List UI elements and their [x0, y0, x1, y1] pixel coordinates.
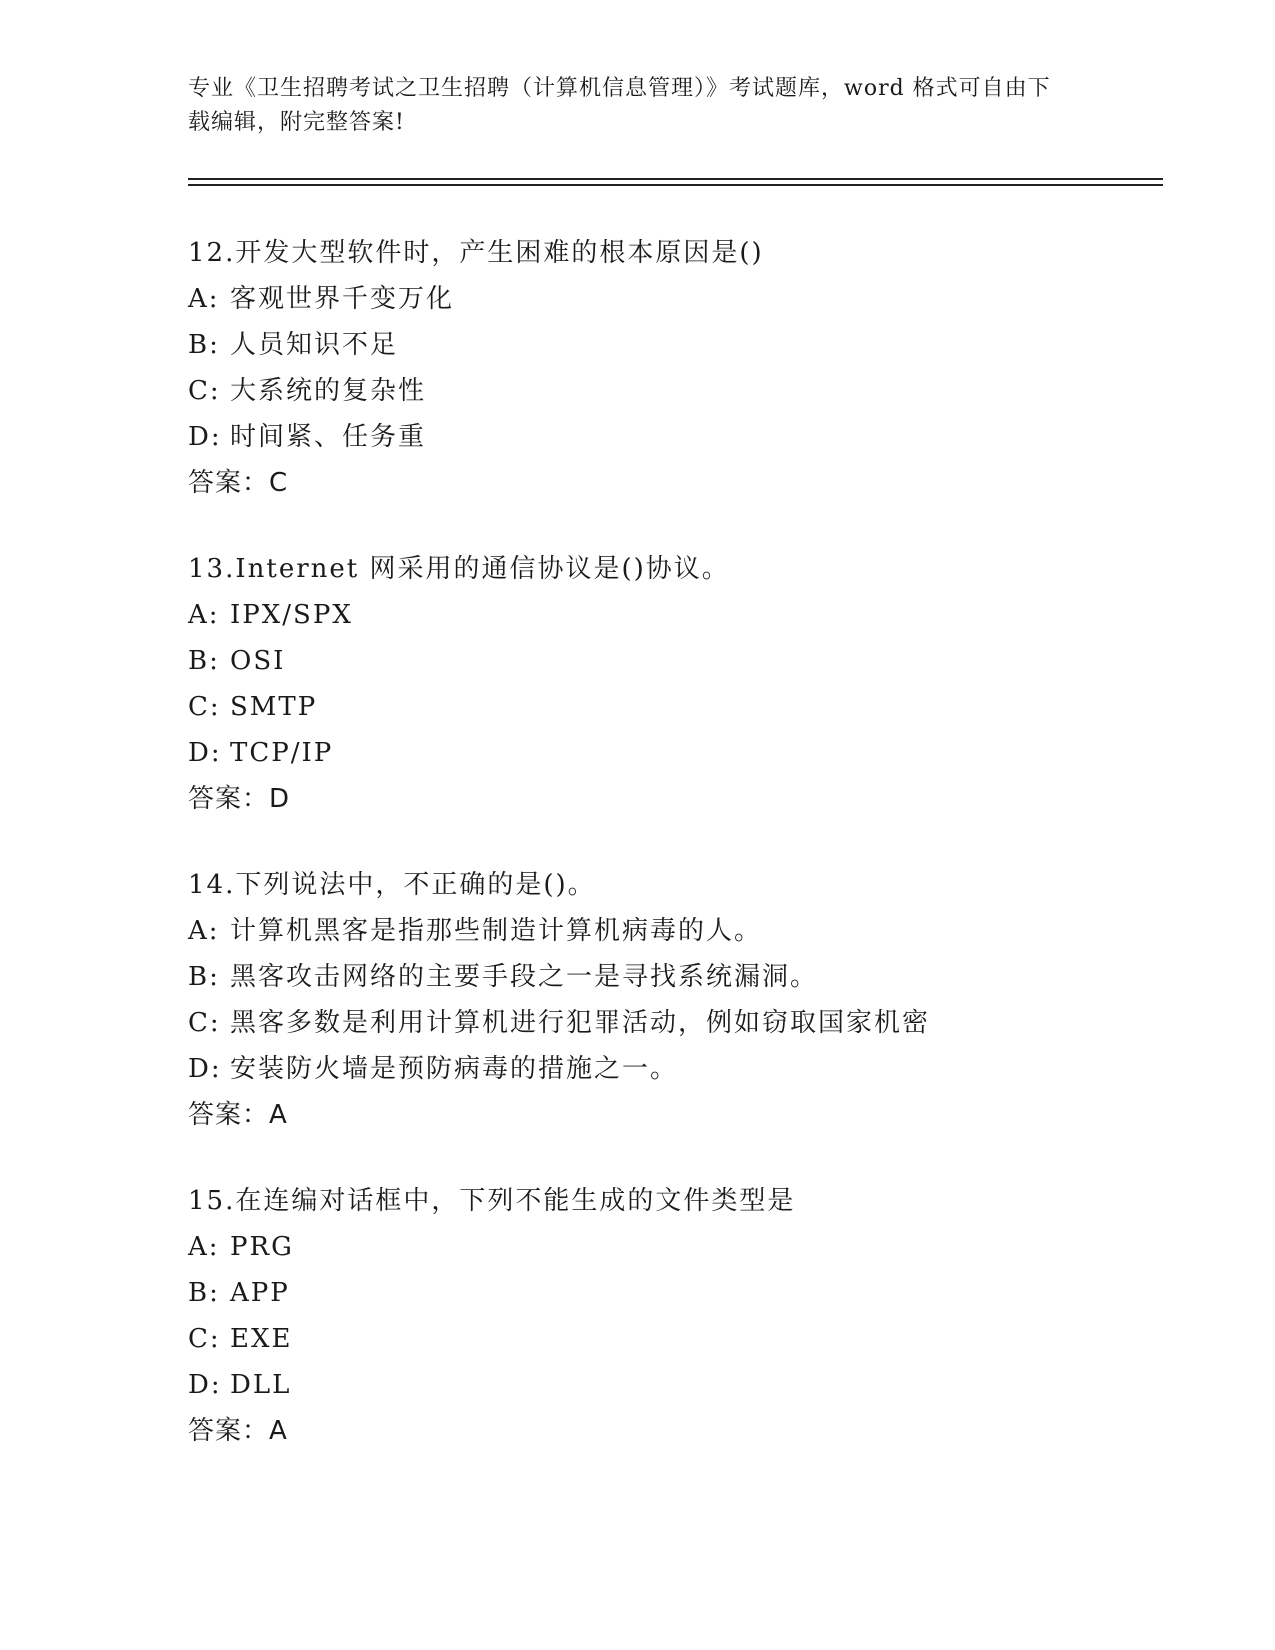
- option-letter: B:: [188, 646, 220, 676]
- option-b: [188, 954, 1188, 1000]
- option-d: [188, 1362, 1188, 1408]
- option-text: 计算机黑客是指那些制造计算机病毒的人。: [230, 916, 763, 946]
- option-letter: D:: [188, 738, 222, 768]
- option-b: [188, 638, 1188, 684]
- option-c: [188, 1316, 1188, 1362]
- option-a: [188, 1224, 1188, 1270]
- option-a: [188, 908, 1188, 954]
- option-letter: A:: [188, 600, 220, 630]
- question-title: 15.在连编对话框中，下列不能生成的文件类型是: [188, 1186, 796, 1216]
- option-letter: B:: [188, 1278, 220, 1308]
- option-text: EXE: [230, 1324, 293, 1354]
- answer-label: 答案：C: [188, 468, 289, 498]
- option-c: [188, 368, 1188, 414]
- option-text: 大系统的复杂性: [230, 376, 427, 406]
- answer-label: 答案：A: [188, 1416, 288, 1446]
- option-letter: C:: [188, 692, 221, 722]
- option-c: [188, 684, 1188, 730]
- header-divider-bottom: [188, 184, 1163, 186]
- option-text: DLL: [230, 1370, 292, 1400]
- question-title: 13.Internet 网采用的通信协议是()协议。: [188, 554, 730, 584]
- option-letter: D:: [188, 1370, 222, 1400]
- option-letter: D:: [188, 1054, 222, 1084]
- option-a: [188, 276, 1188, 322]
- document-header: 专业《卫生招聘考试之卫生招聘（计算机信息管理）》考试题库，word 格式可自由下载编辑，附完整答案!: [188, 76, 1051, 135]
- option-a: [188, 592, 1188, 638]
- question-15: [188, 1178, 1188, 1454]
- question-13: [188, 546, 1188, 822]
- option-letter: C:: [188, 1324, 221, 1354]
- option-text: 时间紧、任务重: [230, 422, 427, 452]
- question-title: 12.开发大型软件时，产生困难的根本原因是(): [188, 238, 764, 268]
- option-text: 人员知识不足: [230, 330, 399, 360]
- option-d: [188, 414, 1188, 460]
- option-letter: B:: [188, 962, 220, 992]
- option-letter: A:: [188, 916, 220, 946]
- option-letter: A:: [188, 1232, 220, 1262]
- option-text: PRG: [230, 1232, 294, 1262]
- question-14: [188, 862, 1188, 1138]
- option-letter: D:: [188, 422, 222, 452]
- option-text: TCP/IP: [230, 738, 334, 768]
- option-text: 安装防火墙是预防病毒的措施之一。: [230, 1054, 679, 1084]
- header-divider-top: [188, 178, 1163, 180]
- option-text: 黑客攻击网络的主要手段之一是寻找系统漏洞。: [230, 962, 819, 992]
- answer-label: 答案：D: [188, 784, 291, 814]
- option-letter: A:: [188, 284, 220, 314]
- option-b: [188, 322, 1188, 368]
- question-title: 14.下列说法中，不正确的是()。: [188, 870, 596, 900]
- question-12: [188, 230, 1188, 506]
- option-d: [188, 730, 1188, 776]
- option-d: [188, 1046, 1188, 1092]
- option-text: IPX/SPX: [230, 600, 353, 630]
- option-c: [188, 1000, 1188, 1046]
- option-letter: B:: [188, 330, 220, 360]
- option-text: APP: [230, 1278, 290, 1308]
- option-text: 黑客多数是利用计算机进行犯罪活动，例如窃取国家机密: [230, 1008, 931, 1038]
- option-text: 客观世界千变万化: [230, 284, 455, 314]
- option-text: OSI: [230, 646, 286, 676]
- option-letter: C:: [188, 1008, 221, 1038]
- option-b: [188, 1270, 1188, 1316]
- option-letter: C:: [188, 376, 221, 406]
- option-text: SMTP: [230, 692, 318, 722]
- answer-label: 答案：A: [188, 1100, 288, 1130]
